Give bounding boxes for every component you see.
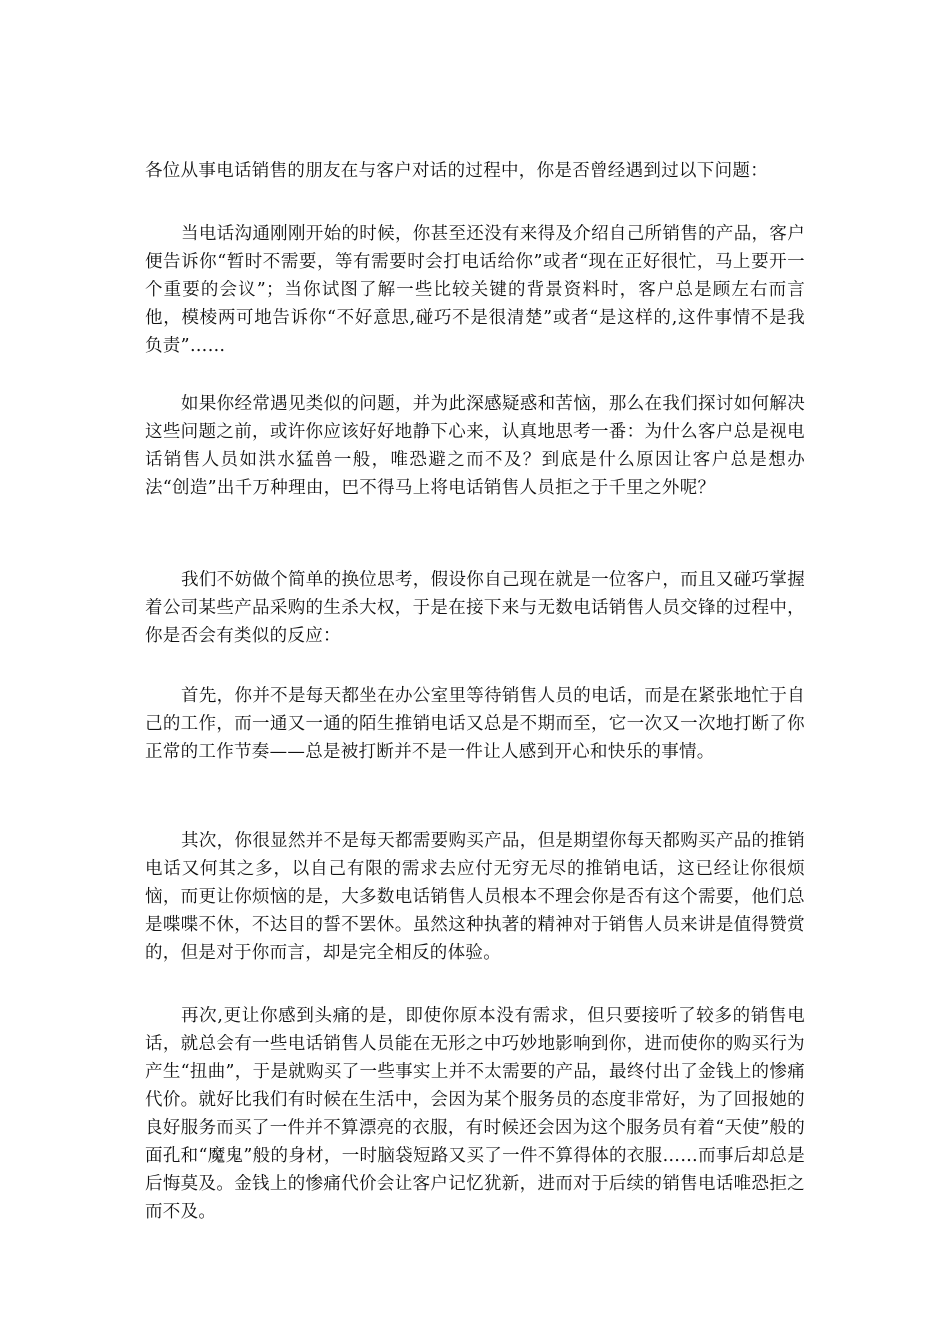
body-paragraph: 如果你经常遇见类似的问题，并为此深感疑惑和苦恼，那么在我们探讨如何解决这些问题之前，或许你应该好好地静下心来，认真地思考一番：为什么客户总是视电话销售人员如洪水猛兽一般，唯恐避之而不及？到底是什么原因让客户总是想办法“创造”出千万种理由，巴不得马上将电话销售人员拒之于千里之外呢？: [145, 394, 805, 498]
body-paragraph: 再次,更让你感到头痛的是，即使你原本没有需求，但只要接听了较多的销售电话，就总会有一些电话销售人员能在无形之中巧妙地影响到你，进而使你的购买行为产生“扭曲”，于是就购买了一些事实上并不太需要的产品，最终付出了金钱上的惨痛代价。就好比我们有时候在生活中，会因为某个服务员的态度非常好，为了回报她的良好服务而买了一件并不算漂亮的衣服，有时候还会因为这个服务员有着“天使”般的面孔和“魔鬼”般的身材，一时脑袋短路又买了一件不算得体的衣服……而事后却总是后悔莫及。金钱上的惨痛代价会让客户记忆犹新，进而对于后续的销售电话唯恐拒之而不及。: [145, 1006, 805, 1222]
body-paragraph: 其次，你很显然并不是每天都需要购买产品，但是期望你每天都购买产品的推销电话又何其之多，以自己有限的需求去应付无穷无尽的推销电话，这已经让你很烦恼，而更让你烦恼的是，大多数电话销售人员根本不理会你是否有这个需要，他们总是喋喋不休，不达目的誓不罢休。虽然这种执著的精神对于销售人员来讲是值得赞赏的，但是对于你而言，却是完全相反的体验。: [145, 831, 805, 963]
intro-paragraph: 各位从事电话销售的朋友在与客户对话的过程中，你是否曾经遇到过以下问题：: [145, 161, 768, 181]
body-paragraph: 首先，你并不是每天都坐在办公室里等待销售人员的电话，而是在紧张地忙于自己的工作，而一通又一通的陌生推销电话又总是不期而至，它一次又一次地打断了你正常的工作节奏——总是被打断并不是一件让人感到开心和快乐的事情。: [145, 686, 805, 762]
body-paragraph: 当电话沟通刚刚开始的时候，你甚至还没有来得及介绍自己所销售的产品，客户便告诉你“暂时不需要，等有需要时会打电话给你”或者“现在正好很忙，马上要开一个重要的会议”；当你试图了解一些比较关键的背景资料时，客户总是顾左右而言他，模棱两可地告诉你“不好意思,碰巧不是很清楚”或者“是这样的,这件事情不是我负责”……: [145, 224, 805, 356]
body-paragraph: 我们不妨做个简单的换位思考，假设你自己现在就是一位客户，而且又碰巧掌握着公司某些产品采购的生杀大权，于是在接下来与无数电话销售人员交锋的过程中，你是否会有类似的反应：: [145, 570, 805, 646]
